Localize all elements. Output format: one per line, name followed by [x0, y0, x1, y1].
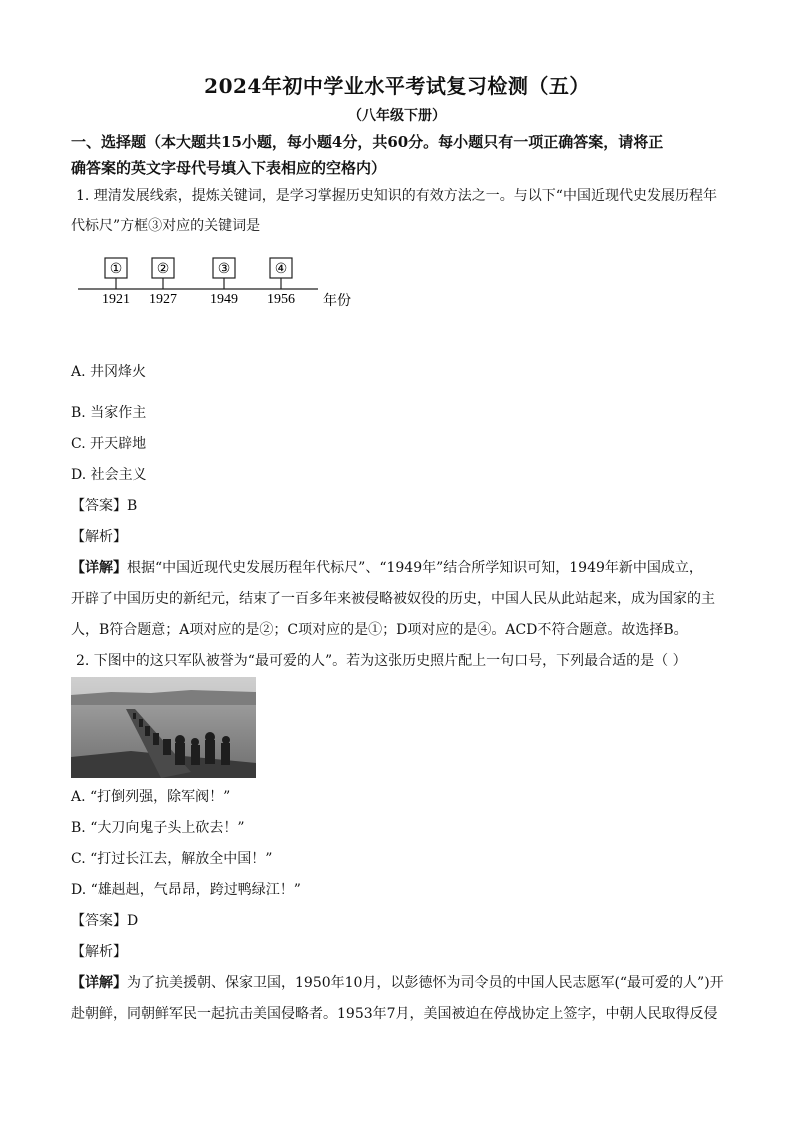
question-2-analysis-label: 【解析】 — [71, 944, 127, 960]
question-1-answer: 【答案】B — [71, 498, 138, 514]
timeline-figure — [76, 256, 366, 316]
timeline-node-3 — [210, 258, 238, 307]
section-heading-line-2: 确答案的英文字母代号填入下表相应的空格内） — [71, 159, 387, 177]
detail-tag: 【详解】 — [71, 560, 127, 576]
question-1-option-d[interactable]: D. 社会主义 — [71, 467, 147, 483]
question-2-option-b[interactable]: B. “大刀向鬼子头上砍去！” — [71, 820, 245, 836]
question-1-option-a[interactable]: A. 井冈烽火 — [71, 364, 147, 380]
timeline-node-1 — [102, 258, 130, 307]
timeline-box-label-1: ① — [109, 261, 123, 277]
question-1-text-line-2: 代标尺”方框③对应的关键词是 — [71, 218, 261, 234]
timeline-box-label-2: ② — [156, 261, 170, 277]
detail-text: 根据“中国近现代史发展历程年代标尺”、“1949年”结合所学知识可知，1949年新中国成立， — [127, 560, 703, 576]
timeline-axis-label: 年份 — [323, 293, 351, 309]
timeline-year-3: 1949 — [210, 292, 238, 307]
timeline-year-1: 1921 — [102, 292, 130, 307]
question-1-option-c[interactable]: C. 开天辟地 — [71, 436, 147, 452]
question-1-option-b[interactable]: B. 当家作主 — [71, 405, 147, 421]
question-2-detail-line-2: 赴朝鲜，同朝鲜军民一起抗击美国侵略者。1953年7月，美国被迫在停战协定上签字，中朝人民取得反侵 — [71, 1006, 718, 1022]
timeline-node-2 — [149, 258, 177, 307]
timeline-box-label-3: ③ — [217, 261, 231, 277]
question-1-detail-line-2: 开辟了中国历史的新纪元，结束了一百多年来被侵略被奴役的历史，中国人民从此站起来，成为国家的主 — [71, 591, 715, 607]
historical-photo-troops-crossing — [71, 677, 256, 778]
page-subtitle: （八年级下册） — [348, 108, 446, 124]
question-2-option-c[interactable]: C. “打过长江去，解放全中国！” — [71, 851, 273, 867]
section-heading-line-1: 一、选择题（本大题共15小题，每小题4分，共60分。每小题只有一项正确答案，请将正 — [71, 133, 664, 151]
timeline-node-4 — [267, 258, 295, 307]
question-1-analysis-label: 【解析】 — [71, 529, 127, 545]
question-2-option-a[interactable]: A. “打倒列强，除军阀！” — [71, 789, 231, 805]
question-1-detail-line-1 — [71, 557, 703, 577]
timeline-year-2: 1927 — [149, 292, 177, 307]
question-1-text-line-1: 1. 理清发展线索，提炼关键词，是学习掌握历史知识的有效方法之一。与以下“中国近现代史发展历程年 — [76, 188, 717, 204]
question-1-detail-line-3: 人，B符合题意；A项对应的是②；C项对应的是①；D项对应的是④。ACD不符合题意。故选择B。 — [71, 622, 688, 638]
question-2-detail-line-1 — [71, 972, 724, 992]
question-2-text: 2. 下图中的这只军队被誉为“最可爱的人”。若为这张历史照片配上一句口号，下列最合适的是（ ） — [76, 653, 687, 669]
timeline-box-label-4: ④ — [274, 261, 288, 277]
question-2-option-d[interactable]: D. “雄赳赳，气昂昂，跨过鸭绿江！” — [71, 882, 301, 898]
question-2-answer: 【答案】D — [71, 913, 139, 929]
detail-tag: 【详解】 — [71, 975, 127, 991]
page-title: 2024年初中学业水平考试复习检测（五） — [204, 74, 590, 98]
timeline-year-4: 1956 — [267, 292, 295, 307]
detail-text: 为了抗美援朝、保家卫国，1950年10月，以彭德怀为司令员的中国人民志愿军(“最可爱的人”)开 — [127, 975, 724, 991]
